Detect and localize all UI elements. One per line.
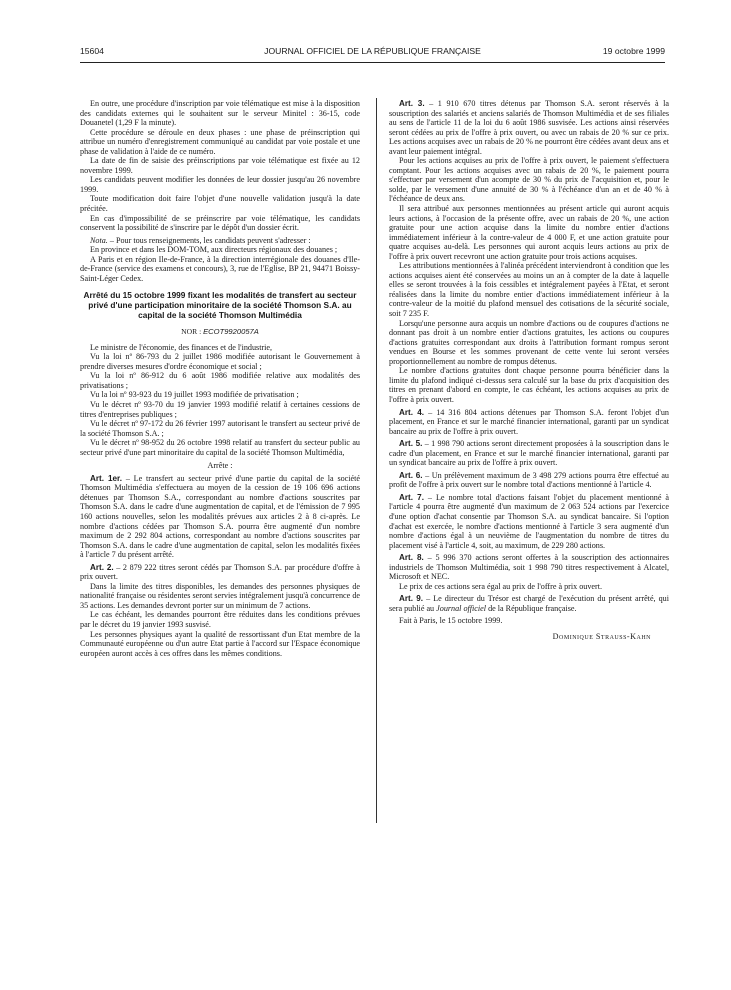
- article-7: [389, 493, 669, 550]
- article-1-label: Art. 1er.: [90, 473, 123, 483]
- page-number: 15604: [80, 46, 104, 56]
- article-3: [389, 99, 669, 156]
- article-7-label: Art. 7.: [399, 492, 424, 502]
- note-line: A Paris et en région Ile-de-France, à la direction interrégionale des douanes d'Ile-de-France (service des examens et concours), 3, rue de l'Eglise, BP 21, 94471 Boissy-Saint-Léger Cedex.: [80, 254, 360, 283]
- article-2-paragraph: Le cas échéant, les demandes pourront être réduites dans les conditions prévues par le décret du 19 janvier 1993 susvisé.: [80, 610, 360, 630]
- intro-paragraph: En outre, une procédure d'inscription par voie télématique est mise à la disposition des candidats externes qui le souhaitent sur le serveur Minitel : 36-15, code Douanetel (1,29 F la minute).: [80, 99, 360, 128]
- nor-reference: [80, 327, 360, 337]
- article-9-text-before: – Le directeur du Trésor est chargé de l'exécution du présent arrêté, qui sera publié au: [389, 594, 670, 613]
- note-paragraph: [80, 236, 360, 246]
- article-3-paragraph: Pour les actions acquises au prix de l'offre à prix ouvert, le paiement s'effectuera comptant. Pour les actions acquises avec un rabais de 20 %, le paiement pourra s'effectuer par versement d'un acompte de 30 % du prix de l'acquisition et, pour le solde, par le versement d'une annuité de 30 % à l'échéance d'un an et de 40 % à l'échéance de deux ans.: [389, 156, 669, 204]
- article-2: [80, 563, 360, 582]
- article-8-paragraph: Le prix de ces actions sera égal au prix de l'offre à prix ouvert.: [399, 581, 603, 591]
- visa-line: Vu le décret nº 93-70 du 19 janvier 1993 modifié relatif à certaines cessions de titres d'entreprises publiques ;: [80, 400, 360, 419]
- note-text: – Pour tous renseignements, les candidats peuvent s'adresser :: [107, 235, 311, 245]
- article-3-paragraph: Lorsqu'une personne aura acquis un nombre d'actions ou de coupures d'actions ne donnant pas droit à un nombre entier d'actions gratuites, les actions ou coupures d'actions gratuites correspondant aux droits à l'attribution formant rompus seront vendues en Bourse et les sommes provenant de cette vente lui seront versées proportionnellement au nombre de rompus détenus.: [389, 318, 669, 366]
- article-4-label: Art. 4.: [399, 407, 425, 417]
- issue-date: 19 octobre 1999: [602, 46, 665, 56]
- article-5: [389, 439, 669, 468]
- visa-line: Vu le décret nº 97-172 du 26 février 1997 autorisant le transfert au secteur privé de la société Thomson S.A. ;: [80, 419, 360, 438]
- article-3-text: – 1 910 670 titres détenus par Thomson S.A. seront réservés à la souscription des salariés et anciens salariés de Thomson Multimédia et de ses filiales au sens de l'article 11 de la loi du 6 août 1986 susvisée. Les actions ainsi réservées seront cédées au prix de l'offre à prix ouvert, ou avec un rabais de 20 % sur ce prix. Les actions acquises avec un rabais de 20 % ne pourront être cédées avant deux ans et avant leur paiement intégral.: [389, 99, 669, 156]
- article-2-paragraph: Dans la limite des titres disponibles, les demandes des personnes physiques de nationalité française ou résidentes seront servies intégralement jusqu'à concurrence de 35 actions. Les demandes devront porter sur un minimum de 7 actions.: [80, 581, 360, 610]
- article-9-text-after: de la République française.: [486, 603, 577, 613]
- article-3-paragraph: Les attributions mentionnées à l'alinéa précédent interviendront à condition que les actions acquises aient été conservées au moins un an à compter de la date à laquelle elles se seront trouvées à la fois cessibles et intégralement payées à l'Etat, et seront réalisées dans la limite du nombre entier d'actions immédiatement inférieur à la contre-valeur de la moitié du plafond mensuel des cotisations de la sécurité sociale, soit 7 235 F.: [389, 261, 669, 319]
- article-3-label: Art. 3.: [399, 99, 425, 108]
- visa-line: Vu le décret nº 98-952 du 26 octobre 1998 relatif au transfert du secteur public au secteur privé d'une part minoritaire du capital de la société Thomson Multimédia,: [80, 438, 360, 457]
- article-1: [80, 474, 360, 560]
- article-6-label: Art. 6.: [399, 470, 423, 480]
- visa-line: Le ministre de l'économie, des finances et de l'industrie,: [90, 342, 273, 352]
- done-at: Fait à Paris, le 15 octobre 1999.: [399, 616, 503, 626]
- article-1-text: – Le transfert au secteur privé d'une partie du capital de la société Thomson Multimédia s'effectuera au moyen de la cession de 19 106 696 actions détenues par Thomson S.A., correspondant au nombre d'actions souscrites par Thomson S.A. dans le cadre d'une augmentation de capital, et de l'émission de 7 995 160 actions nouvelles, selon les modalités prévues aux articles 2 à 8 ci-après. Le nombre d'actions cédées par Thomson S.A. pourra être augmenté d'un nombre maximum de 2 292 804 actions, correspondant au nombre d'actions souscrites par Thomson S.A. dans le cadre d'une augmentation de capital, selon les modalités fixées à l'article 7 du présent arrêté.: [80, 473, 360, 560]
- right-column: [389, 99, 669, 642]
- arrete-word: Arrête :: [207, 461, 233, 471]
- visa-line: Vu la loi nº 86-793 du 2 juillet 1986 modifiée autorisant le Gouvernement à prendre diverses mesures d'ordre économique et social ;: [80, 352, 360, 371]
- column-divider: [376, 98, 377, 823]
- article-3-paragraph: Le nombre d'actions gratuites dont chaque personne pourra bénéficier dans la limite du plafond indiqué ci-dessus sera calculé sur la base du prix d'acquisition des titres en prenant d'abord en compte, le cas échéant, les actions acquises au prix de l'offre à prix ouvert.: [389, 366, 669, 404]
- left-column: [80, 99, 360, 658]
- article-6: [389, 471, 669, 490]
- article-4: [389, 408, 669, 437]
- journal-title: JOURNAL OFFICIEL DE LA RÉPUBLIQUE FRANÇAISE: [264, 46, 481, 56]
- article-6-text: – Un prélèvement maximum de 3 498 279 actions pourra être effectué au profit de l'offre à prix ouvert sur le nombre total d'actions mentionné à l'article 4.: [389, 470, 669, 490]
- nor-label: NOR :: [181, 327, 204, 337]
- article-9-label: Art. 9.: [399, 594, 424, 604]
- intro-paragraph: La date de fin de saisie des préinscriptions par voie télématique est fixée au 12 novembre 1999.: [80, 156, 360, 175]
- article-2-paragraph: Les personnes physiques ayant la qualité de ressortissant d'un Etat membre de la Communauté européenne ou d'un autre Etat partie à l'accord sur l'Espace économique européen auront accès à ces offres dans les mêmes conditions.: [80, 629, 360, 658]
- article-7-text: – Le nombre total d'actions faisant l'objet du placement mentionné à l'article 4 pourra être augmenté d'un maximum de 2 063 524 actions par l'exercice d'une option d'achat consentie par Thomson S.A. au syndicat bancaire. Si l'option d'achat est exercée, le nombre d'actions mentionné à l'article 3 sera augmenté d'un nombre d'actions égal à un neuvième de l'augmentation du nombre de titres du placement visé à l'article 4, soit, au maximum, de 229 280 actions.: [389, 492, 669, 550]
- decree-title: Arrêté du 15 octobre 1999 fixant les modalités de transfert au secteur privé d'une participation minoritaire de la société Thomson S.A. au capital de la société Thomson Multimédia: [83, 290, 357, 320]
- visa-line: Vu la loi nº 86-912 du 6 août 1986 modifiée relative aux modalités des privatisations ;: [80, 371, 360, 390]
- page-header: [80, 46, 665, 60]
- journal-officiel-title: Journal officiel: [436, 603, 487, 613]
- article-9: [389, 594, 669, 613]
- intro-paragraph: Toute modification doit faire l'objet d'une nouvelle validation jusqu'à la date précitée.: [80, 194, 360, 214]
- note-line: En province et dans les DOM-TOM, aux directeurs régionaux des douanes ;: [90, 245, 338, 255]
- intro-paragraph: En cas d'impossibilité de se préinscrire par voie télématique, les candidats conservent la possibilité de s'inscrire par le dépôt d'un dossier écrit.: [80, 213, 360, 233]
- article-8-label: Art. 8.: [399, 553, 424, 563]
- article-8-text: – 5 996 370 actions seront offertes à la souscription des actionnaires industriels de Thomson Multimédia, soit 1 998 790 titres respectivement à Alcatel, Microsoft et NEC.: [389, 553, 670, 582]
- header-rule: [80, 62, 665, 63]
- intro-paragraph: Cette procédure se déroule en deux phases : une phase de préinscription qui attribue un numéro d'enregistrement communiqué au candidat par voie postale et une phase de validation à l'aide de ce numéro.: [80, 127, 360, 156]
- article-3-paragraph: Il sera attribué aux personnes mentionnées au présent article qui auront acquis leurs actions, à l'occasion de la présente offre, avec un rabais de 20 %, une action gratuite pour une action acquise dans la limite du nombre entier d'actions immédiatement inférieur à la contre-valeur de 4 000 F, et une action gratuite pour quatre acquises au-delà. Les personnes qui auront acquis leurs actions au prix de l'offre à prix ouvert recevront une action gratuite pour trois actions acquises.: [389, 204, 669, 261]
- article-8: [389, 553, 669, 582]
- article-2-text: – 2 879 222 titres seront cédés par Thomson S.A. par procédure d'offre à prix ouvert.: [80, 562, 360, 582]
- article-2-label: Art. 2.: [90, 562, 114, 572]
- visa-line: Vu la loi nº 93-923 du 19 juillet 1993 modifiée de privatisation ;: [90, 390, 299, 400]
- intro-paragraph: Les candidats peuvent modifier les données de leur dossier jusqu'au 26 novembre 1999.: [80, 175, 360, 194]
- signature: Dominique Strauss-Kahn: [552, 631, 651, 641]
- nor-code: ECOT9920057A: [203, 327, 259, 337]
- article-5-label: Art. 5.: [399, 439, 423, 449]
- article-5-text: – 1 998 790 actions seront directement proposées à la souscription dans le cadre d'un placement, en France et sur le marché financier international, garanti par un syndicat bancaire au prix de l'offre à prix ouvert.: [389, 439, 669, 468]
- note-label: Nota.: [90, 235, 108, 245]
- article-4-text: – 14 316 804 actions détenues par Thomson S.A. feront l'objet d'un placement, en France et sur le marché financier international, garanti par un syndicat bancaire au prix de l'offre à prix ouvert.: [389, 407, 669, 436]
